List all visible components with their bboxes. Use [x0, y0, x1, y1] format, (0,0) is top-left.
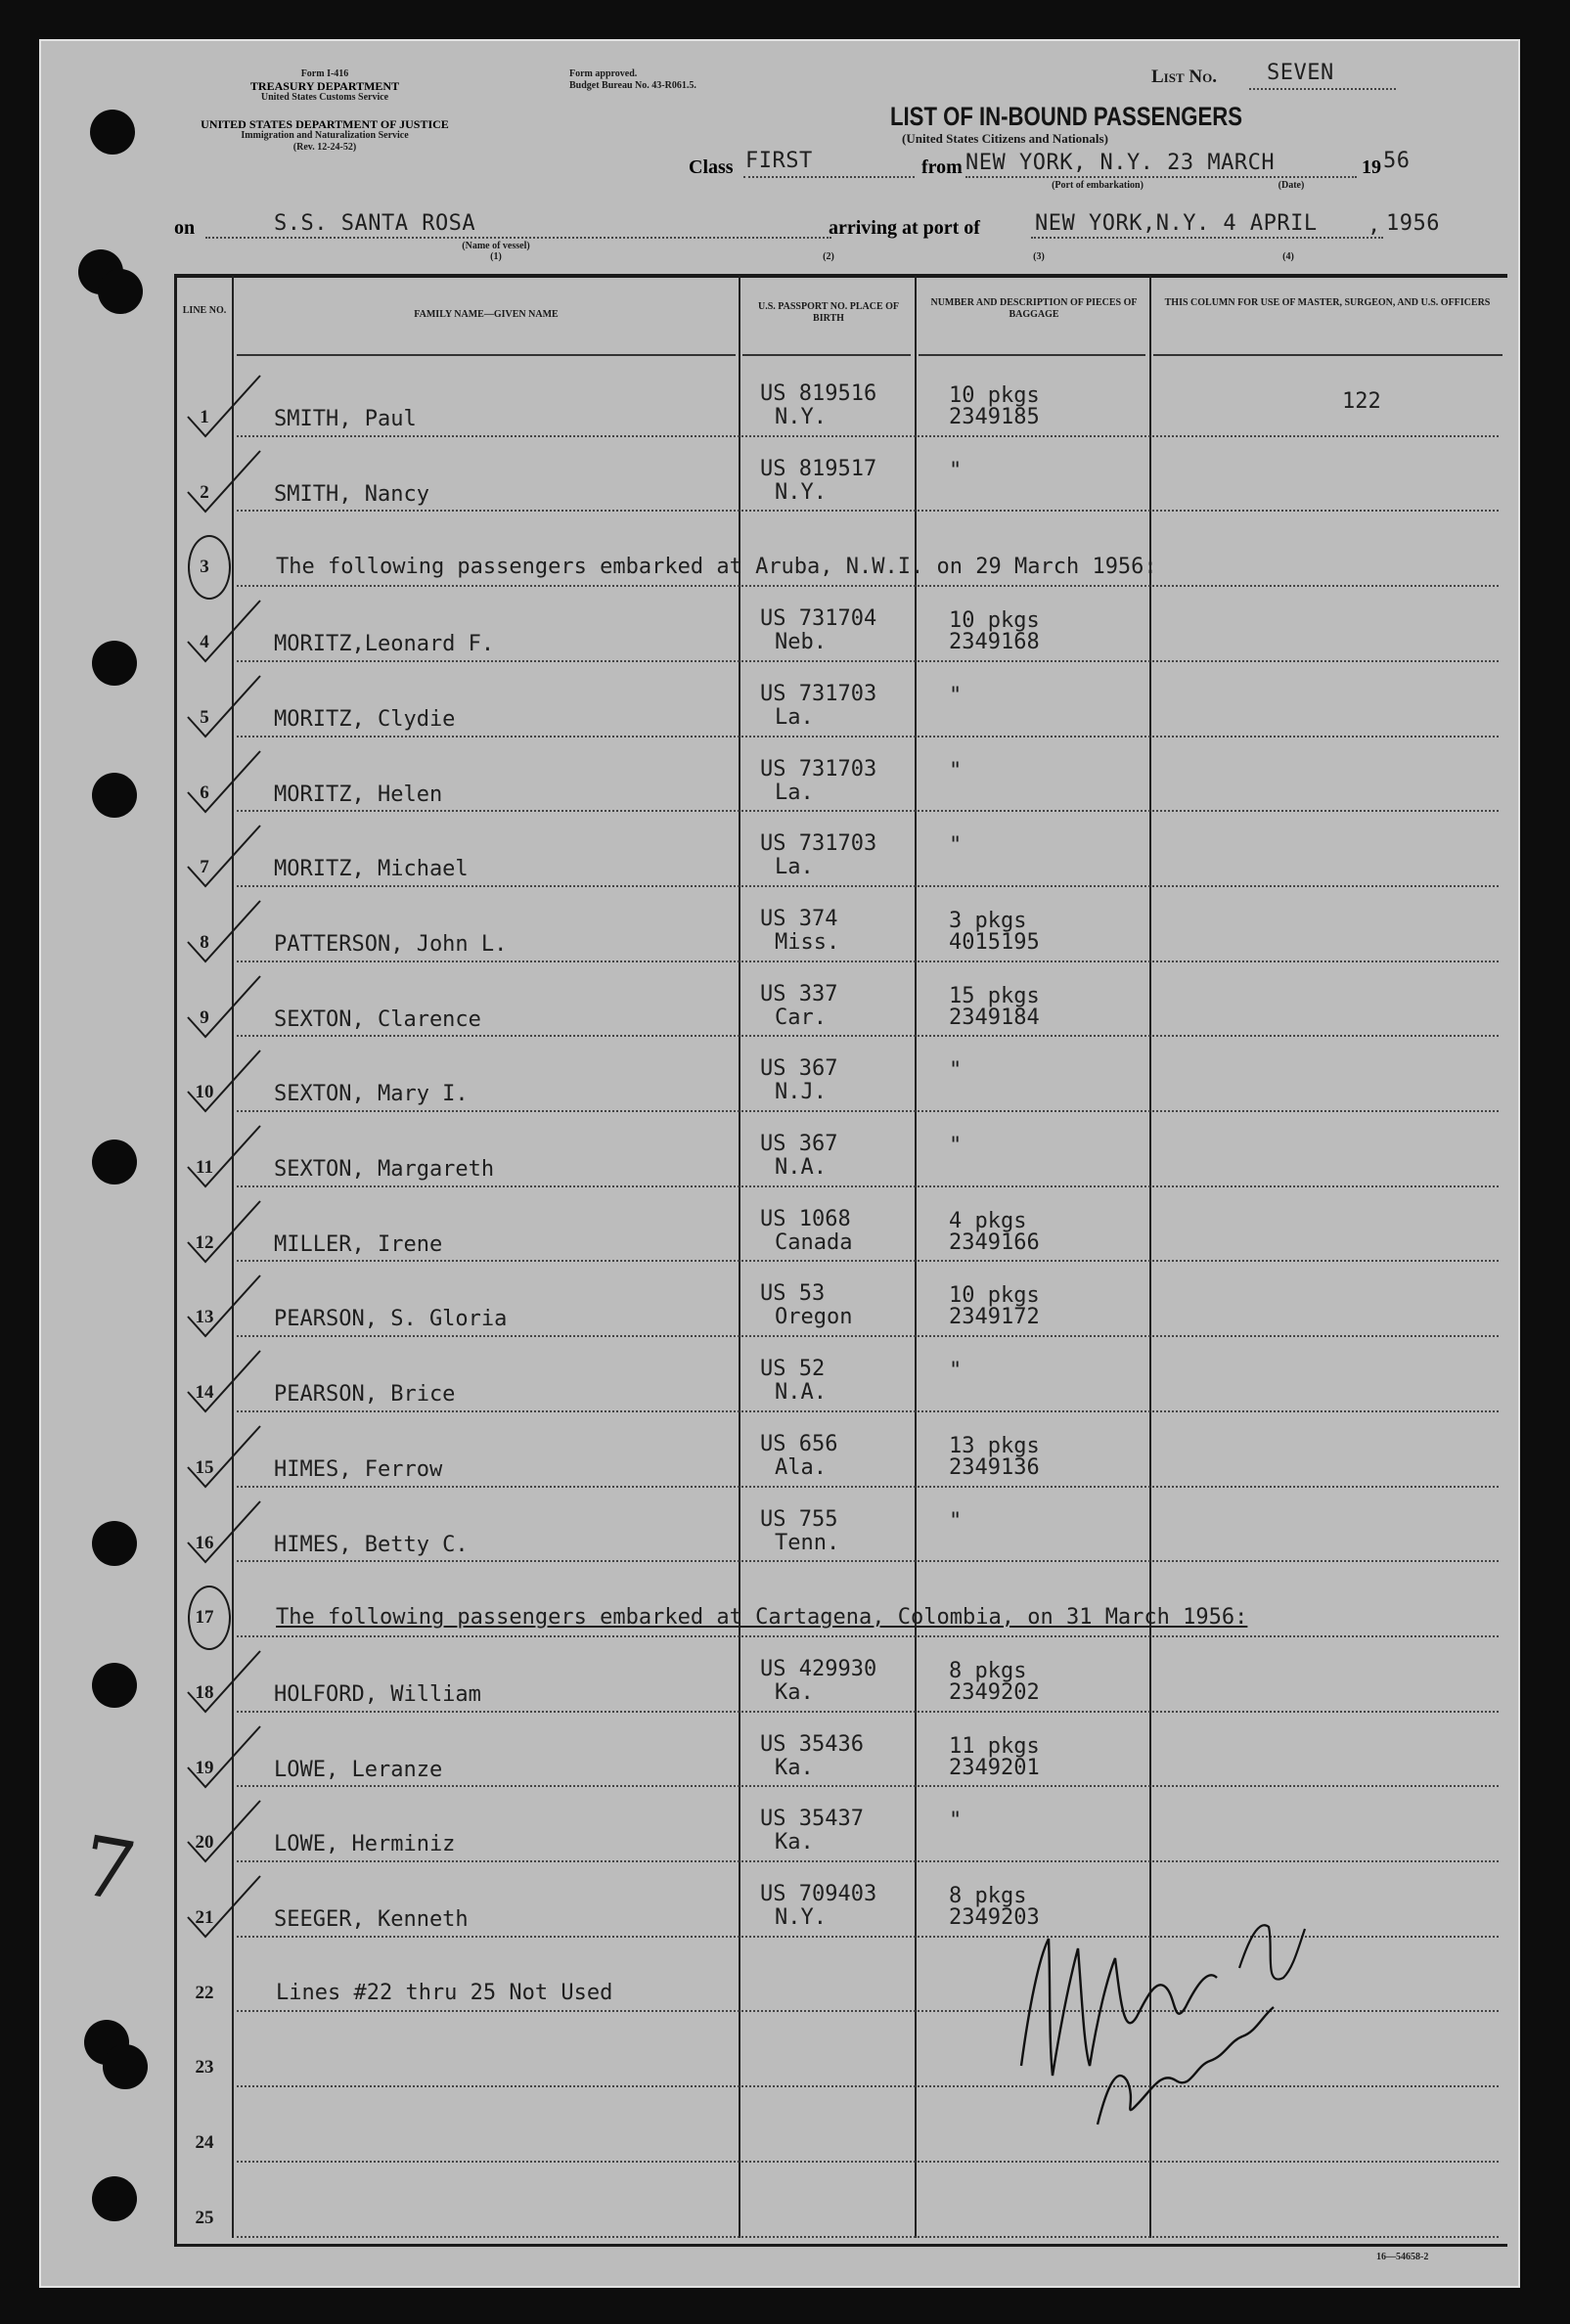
- passenger-name: SEEGER, Kenneth: [274, 1907, 469, 1932]
- passport-number: US 1068: [760, 1206, 851, 1231]
- page-subtitle: (United States Citizens and Nationals): [902, 131, 1108, 146]
- customs-service: United States Customs Service: [260, 92, 389, 103]
- year-prefix-from: 19: [1362, 156, 1381, 178]
- baggage-count: ": [949, 1809, 963, 1834]
- check-mark-icon: [178, 1193, 266, 1272]
- line-number: 20: [195, 1832, 214, 1854]
- place-of-birth: N.Y.: [775, 1905, 827, 1930]
- punch-hole: [92, 1521, 137, 1566]
- baggage-count: ": [949, 458, 963, 483]
- passenger-name: SEXTON, Margareth: [274, 1157, 495, 1182]
- line-number: 4: [200, 632, 209, 653]
- line-number: 18: [195, 1681, 214, 1703]
- baggage-tag: 2349203: [949, 1905, 1040, 1930]
- passport-number: US 731704: [760, 606, 877, 632]
- baggage-tag: 2349184: [949, 1005, 1040, 1030]
- place-of-birth: N.A.: [775, 1380, 827, 1406]
- arrival-comma: ,: [1368, 213, 1381, 238]
- check-mark-icon: [178, 1494, 266, 1572]
- officer-note: 122: [1342, 389, 1381, 414]
- passport-number: US 731703: [760, 681, 877, 706]
- passenger-name: LOWE, Leranze: [274, 1757, 443, 1782]
- print-code: 16—54658-2: [1376, 2252, 1429, 2262]
- row-note: Lines #22 thru 25 Not Used: [276, 1980, 613, 2005]
- place-of-birth: N.A.: [775, 1155, 827, 1180]
- check-mark-icon: [178, 368, 266, 446]
- passport-number: US 337: [760, 981, 838, 1006]
- punch-hole: [98, 269, 143, 314]
- line-number: 12: [195, 1231, 214, 1253]
- baggage-count: 10 pkgs: [949, 1283, 1040, 1309]
- passport-number: US 374: [760, 906, 838, 931]
- form-number: Form I-416: [300, 68, 349, 79]
- baggage-tag: 2349166: [949, 1229, 1040, 1255]
- passenger-name: PEARSON, S. Gloria: [274, 1307, 508, 1332]
- baggage-tag: 2349202: [949, 1679, 1040, 1705]
- punch-hole: [90, 110, 135, 155]
- passport-number: US 656: [760, 1431, 838, 1456]
- manifest-sheet: [39, 39, 1520, 2288]
- place-of-birth: Ka.: [775, 1830, 814, 1855]
- place-of-birth: La.: [775, 780, 814, 805]
- passport-number: US 819516: [760, 381, 877, 406]
- on-label: on: [174, 217, 196, 239]
- check-mark-icon: [178, 1043, 266, 1121]
- passenger-name: SEXTON, Clarence: [274, 1006, 481, 1032]
- ins-service: Immigration and Naturalization Service: [241, 130, 409, 141]
- passenger-name: MILLER, Irene: [274, 1231, 443, 1257]
- line-number: 5: [200, 706, 209, 728]
- baggage-count: ": [949, 758, 963, 783]
- line-number: 13: [195, 1307, 214, 1328]
- page-title: LIST OF IN-BOUND PASSENGERS: [890, 102, 1243, 131]
- passport-number: US 367: [760, 1132, 838, 1156]
- baggage-count: 8 pkgs: [949, 1658, 1027, 1683]
- check-mark-icon: [178, 743, 266, 822]
- passenger-name: MORITZ,Leonard F.: [274, 632, 495, 657]
- list-no-label: List No.: [1151, 67, 1217, 87]
- check-mark-icon: [178, 893, 266, 971]
- col3-caption: (3): [1033, 251, 1045, 262]
- punch-hole: [92, 1140, 137, 1184]
- treasury-department: TREASURY DEPARTMENT: [249, 79, 400, 93]
- row-note: The following passengers embarked at Aruba, N.W.I. on 29 March 1956:: [276, 555, 1157, 580]
- check-mark-icon: [178, 1643, 266, 1721]
- place-of-birth: N.Y.: [775, 479, 827, 505]
- place-of-birth: La.: [775, 704, 814, 730]
- vessel-name: S.S. SANTA ROSA: [274, 211, 476, 236]
- passenger-name: HOLFORD, William: [274, 1681, 481, 1707]
- arrival-year: 1956: [1386, 211, 1440, 236]
- check-mark-icon: [178, 443, 266, 521]
- col2-caption: (2): [823, 251, 834, 262]
- arriving-label: arriving at port of: [829, 217, 980, 239]
- place-of-birth: N.Y.: [775, 405, 827, 429]
- col-head-baggage: NUMBER AND DESCRIPTION OF PIECES OF BAGGAGE: [930, 297, 1138, 320]
- check-mark-icon: [178, 668, 266, 746]
- passport-number: US 53: [760, 1281, 826, 1307]
- passport-number: US 367: [760, 1056, 838, 1082]
- punch-hole: [92, 1663, 137, 1708]
- from-label: from: [921, 156, 963, 178]
- line-number: 8: [200, 931, 209, 953]
- col1-caption: (1): [490, 251, 502, 262]
- passport-number: US 35436: [760, 1731, 864, 1757]
- check-mark-icon: [178, 968, 266, 1047]
- line-number: 24: [195, 2132, 214, 2154]
- row-note: The following passengers embarked at Cartagena, Colombia, on 31 March 1956:: [276, 1605, 1248, 1631]
- passenger-name: MORITZ, Helen: [274, 782, 443, 807]
- passport-number: US 819517: [760, 456, 877, 481]
- line-number: 16: [195, 1532, 214, 1553]
- place-of-birth: Ka.: [775, 1679, 814, 1705]
- baggage-count: 11 pkgs: [949, 1733, 1040, 1759]
- baggage-tag: 4015195: [949, 929, 1040, 955]
- baggage-count: 4 pkgs: [949, 1208, 1027, 1233]
- punch-hole: [92, 773, 137, 818]
- check-mark-icon: [178, 1719, 266, 1797]
- line-number: 22: [195, 1982, 214, 2003]
- place-of-birth: Tenn.: [775, 1530, 840, 1555]
- passenger-name: SMITH, Nancy: [274, 481, 429, 507]
- baggage-tag: 2349201: [949, 1755, 1040, 1780]
- check-mark-icon: [178, 818, 266, 896]
- passenger-name: MORITZ, Clydie: [274, 706, 456, 732]
- list-no-value: SEVEN: [1267, 61, 1334, 85]
- date-caption: (Date): [1278, 180, 1305, 191]
- baggage-tag: 2349185: [949, 405, 1040, 429]
- baggage-count: ": [949, 683, 963, 708]
- baggage-tag: 2349136: [949, 1454, 1040, 1480]
- baggage-tag: 2349168: [949, 630, 1040, 655]
- col-head-line-no: LINE NO.: [182, 305, 227, 316]
- class-value: FIRST: [745, 149, 813, 173]
- handwritten-signature: [1000, 1870, 1332, 2164]
- form-approved: Form approved.: [569, 68, 638, 79]
- place-of-birth: Neb.: [775, 630, 827, 655]
- margin-mark: 7: [73, 1817, 143, 1921]
- passenger-name: MORITZ, Michael: [274, 857, 469, 882]
- col-head-name: FAMILY NAME—GIVEN NAME: [414, 309, 559, 320]
- passport-number: US 52: [760, 1357, 826, 1382]
- line-number: 17: [195, 1607, 214, 1629]
- place-of-birth: Ala.: [775, 1454, 827, 1480]
- passport-number: US 429930: [760, 1656, 877, 1681]
- line-number: 19: [195, 1757, 214, 1778]
- arrival-value: NEW YORK,N.Y. 4 APRIL: [1035, 211, 1318, 236]
- place-of-birth: N.J.: [775, 1080, 827, 1105]
- baggage-count: ": [949, 1134, 963, 1158]
- baggage-count: 15 pkgs: [949, 983, 1040, 1008]
- place-of-birth: Canada: [775, 1229, 853, 1255]
- line-number: 11: [196, 1157, 213, 1178]
- class-label: Class: [689, 156, 734, 178]
- baggage-count: 3 pkgs: [949, 908, 1027, 933]
- line-number: 25: [195, 2207, 214, 2228]
- baggage-count: ": [949, 1058, 963, 1084]
- baggage-count: 13 pkgs: [949, 1433, 1040, 1458]
- baggage-count: 10 pkgs: [949, 608, 1040, 634]
- punch-hole: [103, 2044, 148, 2089]
- passport-number: US 731703: [760, 831, 877, 857]
- passport-number: US 731703: [760, 756, 877, 782]
- check-mark-icon: [178, 593, 266, 671]
- line-circle-mark: [188, 1586, 231, 1650]
- check-mark-icon: [178, 1793, 266, 1871]
- passenger-name: PATTERSON, John L.: [274, 931, 508, 957]
- line-number: 7: [200, 857, 209, 878]
- passenger-name: SEXTON, Mary I.: [274, 1082, 469, 1107]
- passport-number: US 35437: [760, 1807, 864, 1832]
- line-number: 3: [200, 557, 209, 578]
- line-number: 14: [195, 1382, 214, 1404]
- line-number: 9: [200, 1006, 209, 1028]
- passenger-name: HIMES, Ferrow: [274, 1456, 443, 1482]
- passenger-name: HIMES, Betty C.: [274, 1532, 469, 1557]
- passport-number: US 755: [760, 1506, 838, 1532]
- passenger-name: PEARSON, Brice: [274, 1382, 456, 1408]
- baggage-count: ": [949, 1508, 963, 1534]
- col-head-passport: U.S. PASSPORT NO. PLACE OF BIRTH: [757, 301, 900, 324]
- punch-hole: [92, 641, 137, 686]
- line-number: 23: [195, 2057, 214, 2078]
- baggage-count: ": [949, 833, 963, 859]
- passenger-name: SMITH, Paul: [274, 407, 417, 431]
- justice-department: UNITED STATES DEPARTMENT OF JUSTICE: [201, 117, 449, 131]
- col4-caption: (4): [1282, 251, 1294, 262]
- line-number: 10: [195, 1082, 214, 1103]
- line-number: 15: [195, 1456, 214, 1478]
- check-mark-icon: [178, 1268, 266, 1346]
- baggage-count: ": [949, 1359, 963, 1384]
- check-mark-icon: [178, 1868, 266, 1946]
- punch-hole: [92, 2176, 137, 2221]
- check-mark-icon: [178, 1343, 266, 1421]
- line-circle-mark: [188, 535, 231, 600]
- baggage-tag: 2349172: [949, 1305, 1040, 1330]
- form-revision: (Rev. 12-24-52): [292, 142, 357, 153]
- place-of-birth: Oregon: [775, 1305, 853, 1330]
- line-number: 6: [200, 782, 209, 803]
- place-of-birth: La.: [775, 855, 814, 880]
- from-year: 56: [1383, 149, 1411, 173]
- place-of-birth: Miss.: [775, 929, 840, 955]
- col-head-officers: THIS COLUMN FOR USE OF MASTER, SURGEON, AND U.S. OFFICERS: [1164, 297, 1491, 308]
- place-of-birth: Car.: [775, 1005, 827, 1030]
- check-mark-icon: [178, 1418, 266, 1497]
- passport-number: US 709403: [760, 1882, 877, 1906]
- line-number: 2: [200, 481, 209, 503]
- vessel-caption: (Name of vessel): [462, 241, 530, 251]
- passenger-name: LOWE, Herminiz: [274, 1832, 456, 1857]
- baggage-count: 10 pkgs: [949, 383, 1040, 408]
- line-number: 21: [195, 1907, 214, 1928]
- line-number: 1: [200, 407, 209, 427]
- from-value: NEW YORK, N.Y. 23 MARCH: [965, 151, 1276, 175]
- place-of-birth: Ka.: [775, 1755, 814, 1780]
- budget-bureau: Budget Bureau No. 43-R061.5.: [569, 80, 696, 91]
- port-caption: (Port of embarkation): [1052, 180, 1144, 191]
- check-mark-icon: [178, 1118, 266, 1196]
- baggage-count: 8 pkgs: [949, 1884, 1027, 1908]
